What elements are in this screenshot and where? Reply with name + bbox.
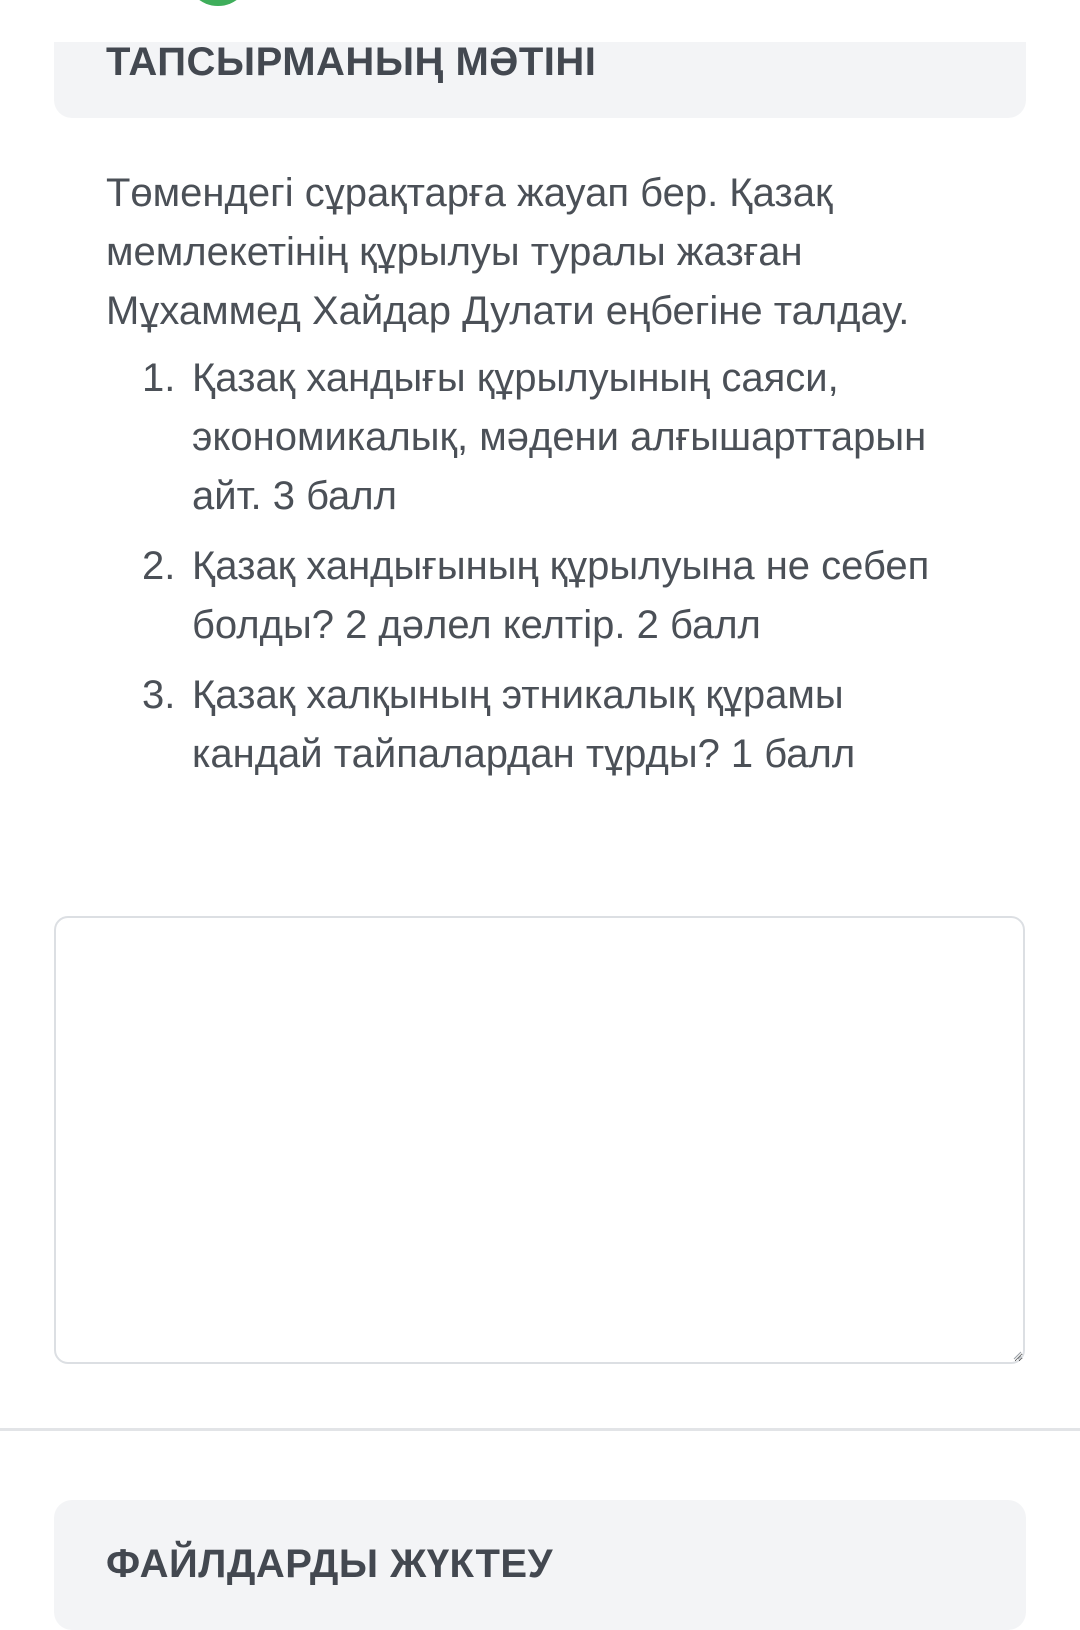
file-upload-header [54, 1500, 1026, 1630]
task-text-body [106, 164, 966, 795]
question-item [106, 537, 966, 655]
answer-textarea[interactable] [54, 916, 1025, 1364]
question-item [106, 666, 966, 784]
file-upload-title: ФАЙЛДАРДЫ ЖҮКТЕУ [106, 1542, 553, 1586]
question-number: 1. [142, 356, 176, 400]
question-number: 3. [142, 673, 176, 717]
question-text: Қазақ хандығы құрылуының саяси, экономикалық, мәдени алғышарттарын айт. 3 балл [192, 356, 927, 518]
task-intro: Төмендегі сұрақтарға жауап бер. Қазақ мемлекетінің құрылуы туралы жазған Мұхаммед Хайдар Дулати еңбегіне талдау. [106, 171, 910, 333]
status-indicator-icon [186, 0, 250, 6]
question-list [106, 349, 966, 784]
section-divider [0, 1428, 1080, 1431]
question-number: 2. [142, 544, 176, 588]
resize-handle-icon[interactable] [1012, 1350, 1022, 1360]
task-text-title: ТАПСЫРМАНЫҢ МӘТІНІ [106, 40, 597, 84]
task-text-header [54, 42, 1026, 118]
question-item [106, 349, 966, 526]
question-text: Қазақ хандығының құрылуына не себеп болды? 2 дәлел келтір. 2 балл [192, 544, 930, 647]
question-text: Қазақ халқының этникалық құрамы кандай тайпалардан тұрды? 1 балл [192, 673, 856, 776]
